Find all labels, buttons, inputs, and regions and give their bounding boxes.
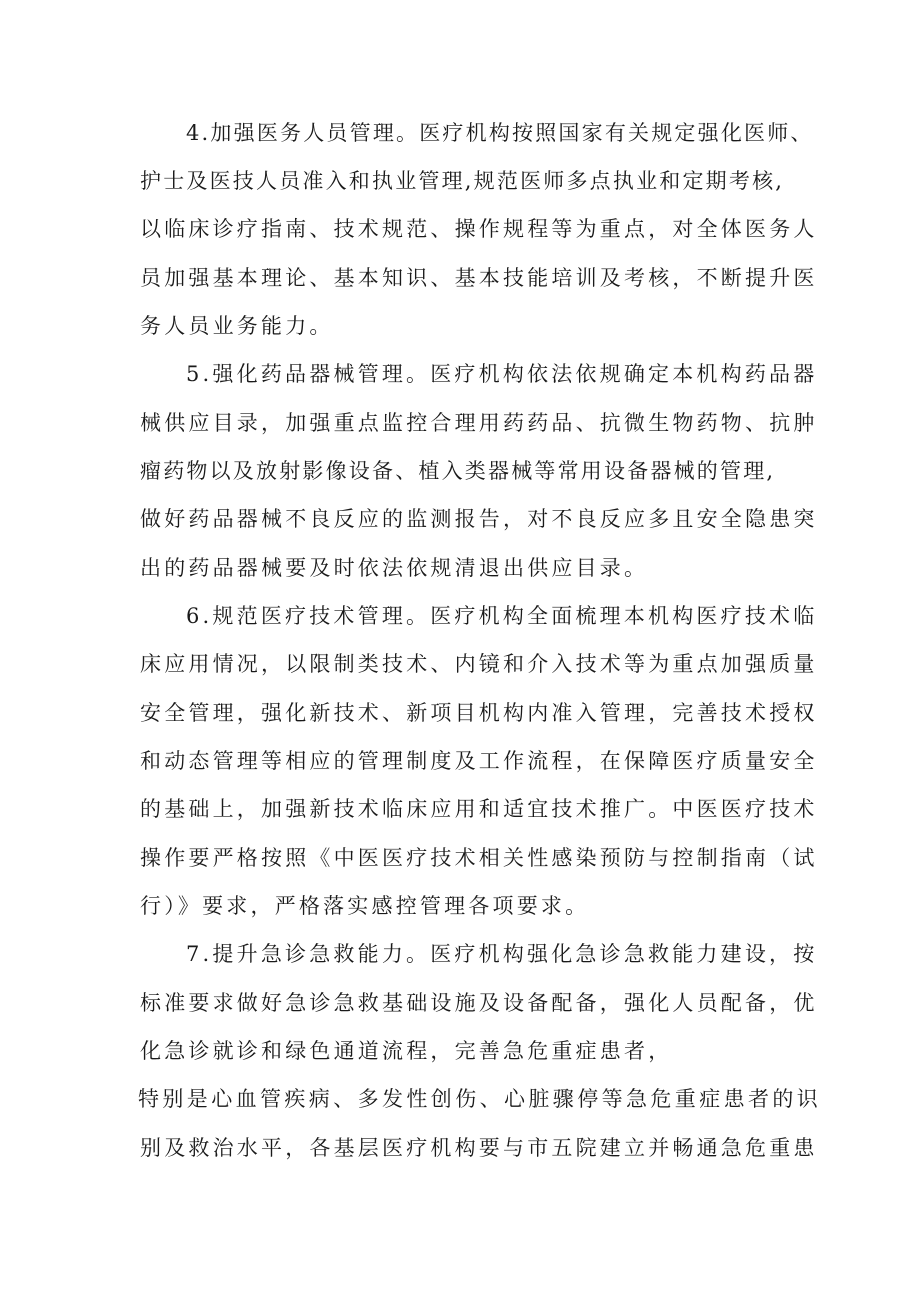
paragraph-4-line-3: 以临床诊疗指南、技术规范、操作规程等为重点，对全体医务人: [140, 217, 818, 241]
paragraph-5-line-3: 瘤药物以及放射影像设备、植入类器械等常用设备器械的管理,: [140, 459, 776, 483]
paragraph-6-line-6: 操作要严格按照《中医医疗技术相关性感染预防与控制指南（试: [140, 846, 818, 870]
paragraph-4-line-1: 4.加强医务人员管理。医疗机构按照国家有关规定强化医师、: [186, 121, 814, 145]
paragraph-7-line-2: 标准要求做好急诊急救基础设施及设备配备，强化人员配备，优: [140, 991, 818, 1015]
paragraph-7-line-5: 别及救治水平，各基层医疗机构要与市五院建立并畅通急危重患: [140, 1136, 818, 1160]
paragraph-6-line-5: 的基础上，加强新技术临床应用和适宜技术推广。中医医疗技术: [140, 797, 818, 821]
paragraph-5-line-4: 做好药品器械不良反应的监测报告，对不良反应多且安全隐患突: [140, 507, 818, 531]
paragraph-7-line-3: 化急诊就诊和绿色通道流程，完善急危重症患者，: [140, 1039, 673, 1063]
paragraph-6-line-7: 行）》要求，严格落实感控管理各项要求。: [140, 894, 590, 918]
paragraph-7-line-1: 7.提升急诊急救能力。医疗机构强化急诊急救能力建设，按: [186, 942, 818, 966]
paragraph-5-line-2: 械供应目录，加强重点监控合理用药药品、抗微生物药物、抗肿: [140, 411, 818, 435]
paragraph-4-line-5: 务人员业务能力。: [140, 314, 334, 338]
paragraph-4-line-4: 员加强基本理论、基本知识、基本技能培训及考核，不断提升医: [140, 266, 818, 290]
paragraph-6-line-4: 和动态管理等相应的管理制度及工作流程，在保障医疗质量安全: [140, 749, 818, 773]
paragraph-7-line-4: 特别是心血管疾病、多发性创伤、心脏骤停等急危重症患者的识: [138, 1087, 822, 1111]
paragraph-6-line-1: 6.规范医疗技术管理。医疗机构全面梳理本机构医疗技术临: [186, 604, 818, 628]
paragraph-5-line-1: 5.强化药品器械管理。医疗机构依法依规确定本机构药品器: [186, 362, 818, 386]
paragraph-6-line-3: 安全管理，强化新技术、新项目机构内准入管理，完善技术授权: [140, 701, 818, 725]
paragraph-5-line-5: 出的药品器械要及时依法依规清退出供应目录。: [140, 556, 649, 580]
paragraph-6-line-2: 床应用情况，以限制类技术、内镜和介入技术等为重点加强质量: [140, 652, 818, 676]
paragraph-4-line-2: 护士及医技人员准入和执业管理,规范医师多点执业和定期考核,: [140, 169, 785, 193]
